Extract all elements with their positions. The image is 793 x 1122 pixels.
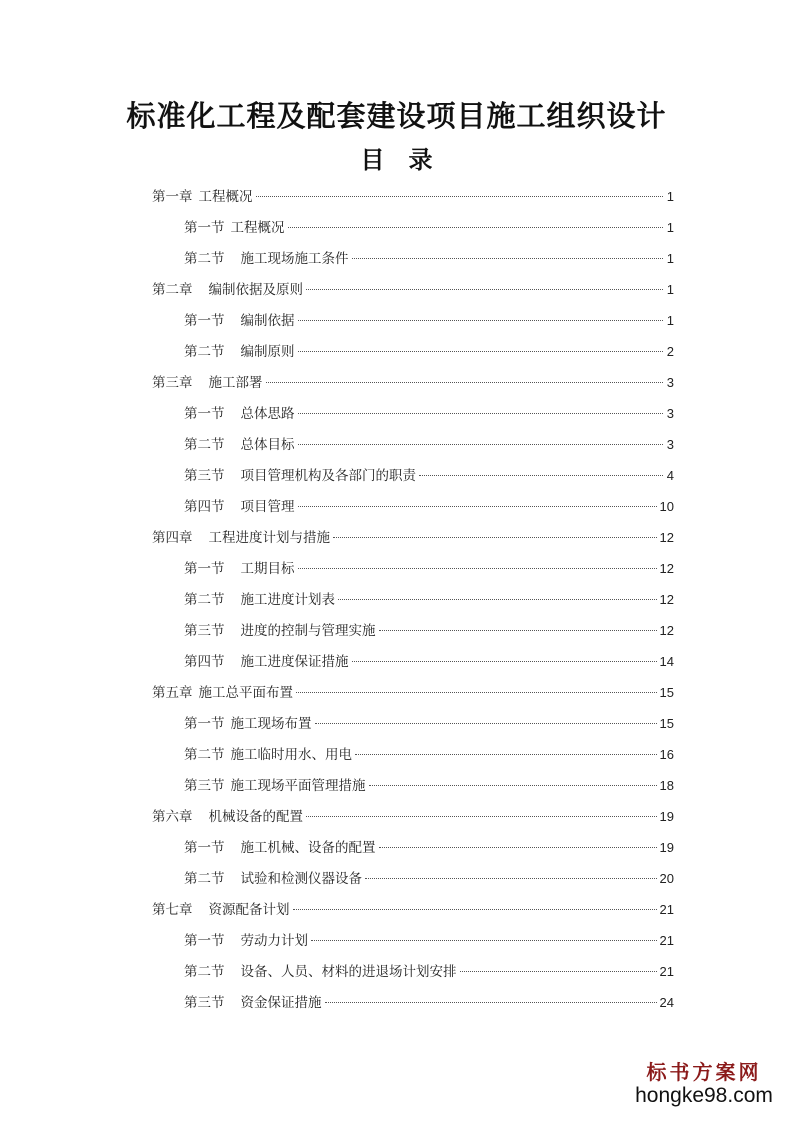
toc-leader-dots: [306, 816, 657, 817]
toc-number: 第一节: [184, 561, 225, 577]
toc-section[interactable]: [152, 615, 674, 646]
toc-title: 机械设备的配置: [208, 809, 303, 825]
toc-leader-dots: [293, 909, 657, 910]
toc-leader-dots: [288, 227, 664, 228]
site-watermark: [629, 1060, 779, 1108]
toc-section[interactable]: [152, 646, 674, 677]
toc-page-number: 3: [666, 437, 674, 452]
toc-leader-dots: [379, 847, 657, 848]
toc-leader-dots: [298, 351, 664, 352]
toc-page-number: 12: [659, 592, 674, 607]
toc-leader-dots: [333, 537, 657, 538]
toc-number: 第二节: [184, 437, 225, 453]
toc-number: 第三节: [184, 468, 225, 484]
toc-page-number: 2: [666, 344, 674, 359]
toc-chapter-6[interactable]: [152, 801, 674, 832]
toc-number: 第二节: [184, 344, 225, 360]
toc-leader-dots: [306, 289, 663, 290]
toc-leader-dots: [338, 599, 657, 600]
toc-section[interactable]: [152, 243, 674, 274]
toc-number: 第四节: [184, 499, 225, 515]
toc-section[interactable]: [152, 956, 674, 987]
document-title: 标准化工程及配套建设项目施工组织设计: [126, 99, 667, 133]
toc-title: 项目管理机构及各部门的职责: [240, 468, 416, 484]
toc-title: 施工进度计划表: [240, 592, 335, 608]
watermark-url[interactable]: hongke98.com: [635, 1084, 773, 1107]
toc-title: 工程概况: [198, 189, 253, 205]
toc-page-number: 15: [659, 716, 674, 731]
toc-page-number: 1: [666, 189, 674, 204]
toc-page-number: 12: [659, 530, 674, 545]
toc-leader-dots: [365, 878, 657, 879]
toc-leader-dots: [296, 692, 657, 693]
toc-leader-dots: [355, 754, 657, 755]
table-of-contents: [152, 181, 674, 1018]
toc-page-number: 1: [666, 251, 674, 266]
toc-leader-dots: [315, 723, 657, 724]
toc-number: 第二节: [184, 592, 225, 608]
toc-chapter-7[interactable]: [152, 894, 674, 925]
toc-section[interactable]: [152, 212, 674, 243]
toc-page-number: 1: [666, 220, 674, 235]
toc-number: 第二节: [184, 747, 225, 763]
toc-chapter-4[interactable]: [152, 522, 674, 553]
toc-leader-dots: [460, 971, 657, 972]
toc-leader-dots: [325, 1002, 657, 1003]
toc-title: 施工总平面布置: [198, 685, 293, 701]
toc-number: 第三节: [184, 623, 225, 639]
toc-section[interactable]: [152, 584, 674, 615]
toc-page-number: 1: [666, 313, 674, 328]
toc-number: 第六章: [152, 809, 193, 825]
toc-title: 施工机械、设备的配置: [240, 840, 376, 856]
toc-number: 第三节: [184, 995, 225, 1011]
toc-leader-dots: [419, 475, 663, 476]
toc-page-number: 1: [666, 282, 674, 297]
toc-leader-dots: [352, 661, 657, 662]
toc-leader-dots: [256, 196, 664, 197]
toc-section[interactable]: [152, 398, 674, 429]
toc-page-number: 21: [659, 964, 674, 979]
toc-title: 施工现场施工条件: [240, 251, 349, 267]
toc-leader-dots: [298, 568, 657, 569]
toc-number: 第五章: [152, 685, 193, 701]
toc-number: 第四节: [184, 654, 225, 670]
toc-page-number: 21: [659, 933, 674, 948]
toc-number: 第一节: [184, 716, 225, 732]
toc-number: 第三节: [184, 778, 225, 794]
toc-section[interactable]: [152, 336, 674, 367]
toc-title: 施工进度保证措施: [240, 654, 349, 670]
toc-section[interactable]: [152, 832, 674, 863]
toc-leader-dots: [298, 506, 657, 507]
toc-title: 施工现场平面管理措施: [230, 778, 366, 794]
toc-page-number: 19: [659, 809, 674, 824]
toc-page-number: 24: [659, 995, 674, 1010]
toc-chapter-2[interactable]: [152, 274, 674, 305]
toc-section[interactable]: [152, 460, 674, 491]
toc-section[interactable]: [152, 739, 674, 770]
toc-page-number: 20: [659, 871, 674, 886]
toc-section[interactable]: [152, 708, 674, 739]
toc-title: 施工部署: [208, 375, 263, 391]
toc-title: 试验和检测仪器设备: [240, 871, 362, 887]
toc-number: 第一节: [184, 406, 225, 422]
toc-number: 第一节: [184, 840, 225, 856]
toc-page-number: 10: [659, 499, 674, 514]
toc-title: 劳动力计划: [240, 933, 308, 949]
toc-chapter-1[interactable]: [152, 181, 674, 212]
toc-section[interactable]: [152, 987, 674, 1018]
toc-number: 第四章: [152, 530, 193, 546]
toc-leader-dots: [352, 258, 664, 259]
toc-leader-dots: [369, 785, 657, 786]
toc-number: 第一节: [184, 313, 225, 329]
toc-title: 编制原则: [240, 344, 295, 360]
toc-section[interactable]: [152, 305, 674, 336]
toc-page-number: 3: [666, 375, 674, 390]
toc-page-number: 12: [659, 561, 674, 576]
toc-page-number: 19: [659, 840, 674, 855]
toc-number: 第一节: [184, 933, 225, 949]
toc-section[interactable]: [152, 429, 674, 460]
toc-page-number: 16: [659, 747, 674, 762]
watermark-name: 标书方案网: [646, 1060, 762, 1084]
toc-number: 第二节: [184, 251, 225, 267]
toc-leader-dots: [266, 382, 664, 383]
toc-title: 施工现场布置: [230, 716, 312, 732]
toc-number: 第一节: [184, 220, 225, 236]
toc-chapter-3[interactable]: [152, 367, 674, 398]
toc-title: 设备、人员、材料的进退场计划安排: [240, 964, 457, 980]
toc-page-number: 3: [666, 406, 674, 421]
toc-number: 第二节: [184, 871, 225, 887]
toc-leader-dots: [311, 940, 657, 941]
toc-title: 总体思路: [240, 406, 295, 422]
toc-page-number: 21: [659, 902, 674, 917]
toc-number: 第七章: [152, 902, 193, 918]
toc-section[interactable]: [152, 863, 674, 894]
toc-title: 施工临时用水、用电: [230, 747, 352, 763]
toc-number: 第一章: [152, 189, 193, 205]
toc-title: 编制依据: [240, 313, 295, 329]
toc-title: 工程进度计划与措施: [208, 530, 330, 546]
toc-heading: 目 录: [360, 146, 433, 174]
toc-page-number: 12: [659, 623, 674, 638]
toc-title: 工期目标: [240, 561, 295, 577]
toc-number: 第二节: [184, 964, 225, 980]
toc-page-number: 4: [666, 468, 674, 483]
toc-leader-dots: [379, 630, 657, 631]
toc-title: 编制依据及原则: [208, 282, 303, 298]
toc-section[interactable]: [152, 553, 674, 584]
toc-title: 资金保证措施: [240, 995, 322, 1011]
toc-section[interactable]: [152, 925, 674, 956]
toc-page-number: 18: [659, 778, 674, 793]
toc-leader-dots: [298, 444, 664, 445]
toc-title: 总体目标: [240, 437, 295, 453]
toc-page-number: 15: [659, 685, 674, 700]
toc-section[interactable]: [152, 770, 674, 801]
toc-chapter-5[interactable]: [152, 677, 674, 708]
toc-page-number: 14: [659, 654, 674, 669]
toc-section[interactable]: [152, 491, 674, 522]
toc-title: 进度的控制与管理实施: [240, 623, 376, 639]
toc-title: 工程概况: [230, 220, 285, 236]
toc-number: 第二章: [152, 282, 193, 298]
toc-leader-dots: [298, 320, 664, 321]
toc-title: 项目管理: [240, 499, 295, 515]
toc-leader-dots: [298, 413, 664, 414]
toc-number: 第三章: [152, 375, 193, 391]
toc-title: 资源配备计划: [208, 902, 290, 918]
